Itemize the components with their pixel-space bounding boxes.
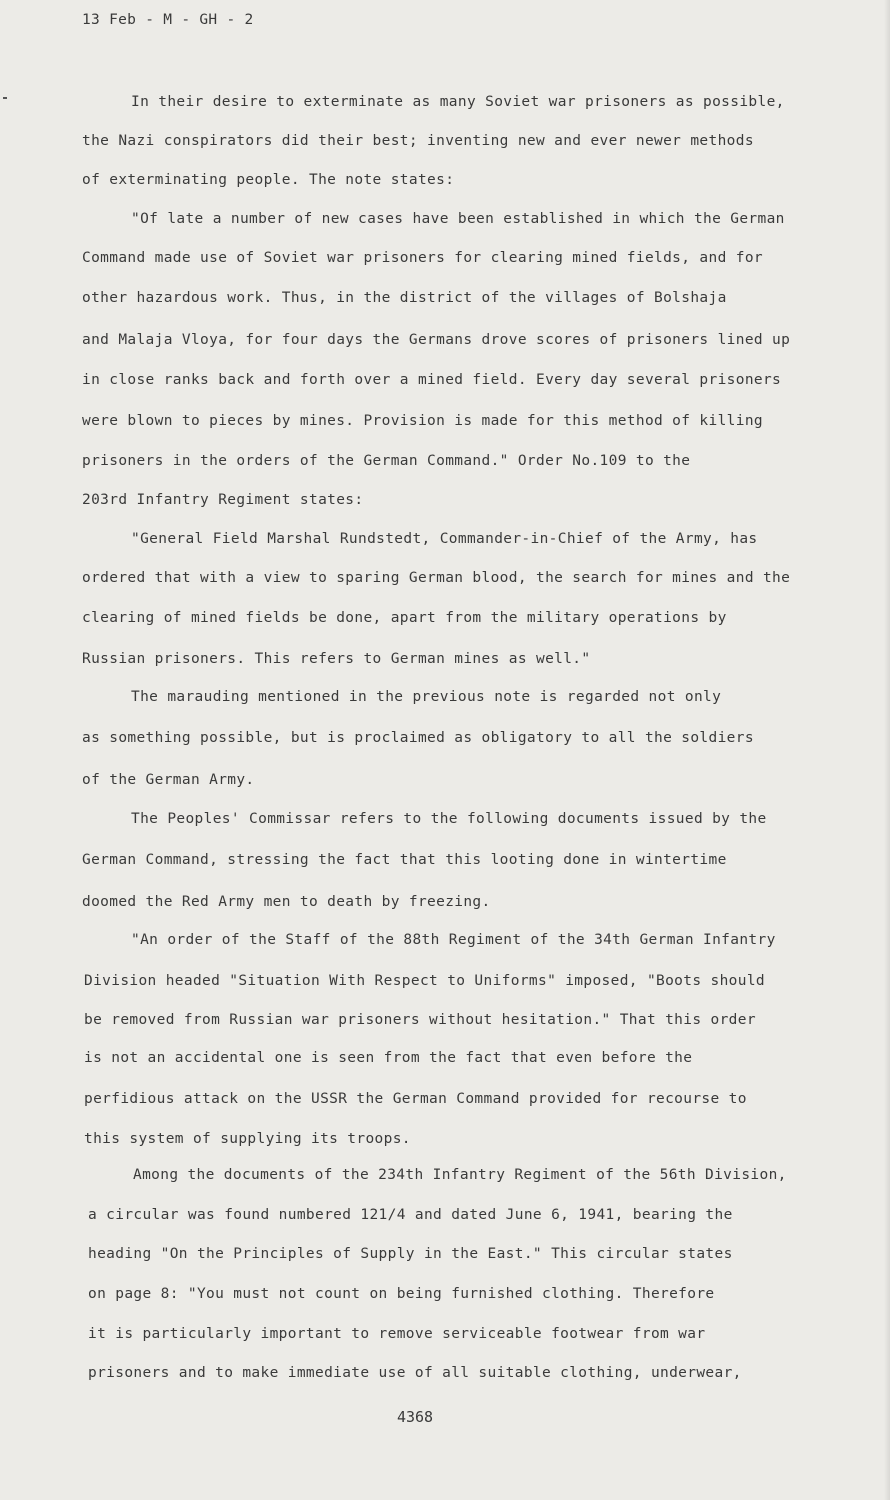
text-line: were blown to pieces by mines. Provision is made for this method of killing (82, 413, 763, 429)
text-line: is not an accidental one is seen from the fact that even before the (84, 1050, 693, 1066)
text-line: of the German Army. (82, 772, 255, 788)
page-edge-shadow (884, 0, 890, 1500)
text-line: the Nazi conspirators did their best; inventing new and ever newer methods (82, 133, 754, 149)
page-header: 13 Feb - M - GH - 2 (82, 12, 254, 28)
text-line: 203rd Infantry Regiment states: (82, 492, 364, 508)
text-line: prisoners and to make immediate use of all suitable clothing, underwear, (88, 1365, 742, 1381)
text-line: a circular was found numbered 121/4 and dated June 6, 1941, bearing the (88, 1207, 733, 1223)
text-line: as something possible, but is proclaimed as obligatory to all the soldiers (82, 730, 754, 746)
text-line: Russian prisoners. This refers to German mines as well." (82, 651, 591, 667)
text-line: this system of supplying its troops. (84, 1131, 411, 1147)
text-line: other hazardous work. Thus, in the district of the villages of Bolshaja (82, 290, 727, 306)
text-line: clearing of mined fields be done, apart from the military operations by (82, 610, 727, 626)
text-line: of exterminating people. The note states: (82, 172, 455, 188)
text-line: doomed the Red Army men to death by freezing. (82, 894, 491, 910)
text-line: be removed from Russian war prisoners without hesitation." That this order (84, 1012, 756, 1028)
text-line: The Peoples' Commissar refers to the following documents issued by the (131, 811, 767, 827)
text-line: and Malaja Vloya, for four days the Germans drove scores of prisoners lined up (82, 332, 791, 348)
text-line: Division headed "Situation With Respect to Uniforms" imposed, "Boots should (84, 973, 765, 989)
text-line: In their desire to exterminate as many Soviet war prisoners as possible, (131, 94, 785, 110)
text-line: prisoners in the orders of the German Command." Order No.109 to the (82, 453, 691, 469)
text-line: heading "On the Principles of Supply in the East." This circular states (88, 1246, 733, 1262)
text-line: "Of late a number of new cases have been established in which the German (131, 211, 785, 227)
text-line: The marauding mentioned in the previous note is regarded not only (131, 689, 722, 705)
text-line: it is particularly important to remove serviceable footwear from war (88, 1326, 706, 1342)
margin-mark (3, 97, 7, 99)
text-line: Among the documents of the 234th Infantry Regiment of the 56th Division, (133, 1167, 787, 1183)
text-line: "General Field Marshal Rundstedt, Commander-in-Chief of the Army, has (131, 531, 758, 547)
text-line: perfidious attack on the USSR the German Command provided for recourse to (84, 1091, 747, 1107)
text-line: on page 8: "You must not count on being furnished clothing. Therefore (88, 1286, 715, 1302)
text-line: in close ranks back and forth over a mined field. Every day several prisoners (82, 372, 782, 388)
text-line: ordered that with a view to sparing German blood, the search for mines and the (82, 570, 791, 586)
text-line: Command made use of Soviet war prisoners for clearing mined fields, and for (82, 250, 763, 266)
page-number: 4368 (396, 1408, 434, 1426)
text-line: German Command, stressing the fact that this looting done in wintertime (82, 852, 727, 868)
text-line: "An order of the Staff of the 88th Regiment of the 34th German Infantry (131, 932, 776, 948)
